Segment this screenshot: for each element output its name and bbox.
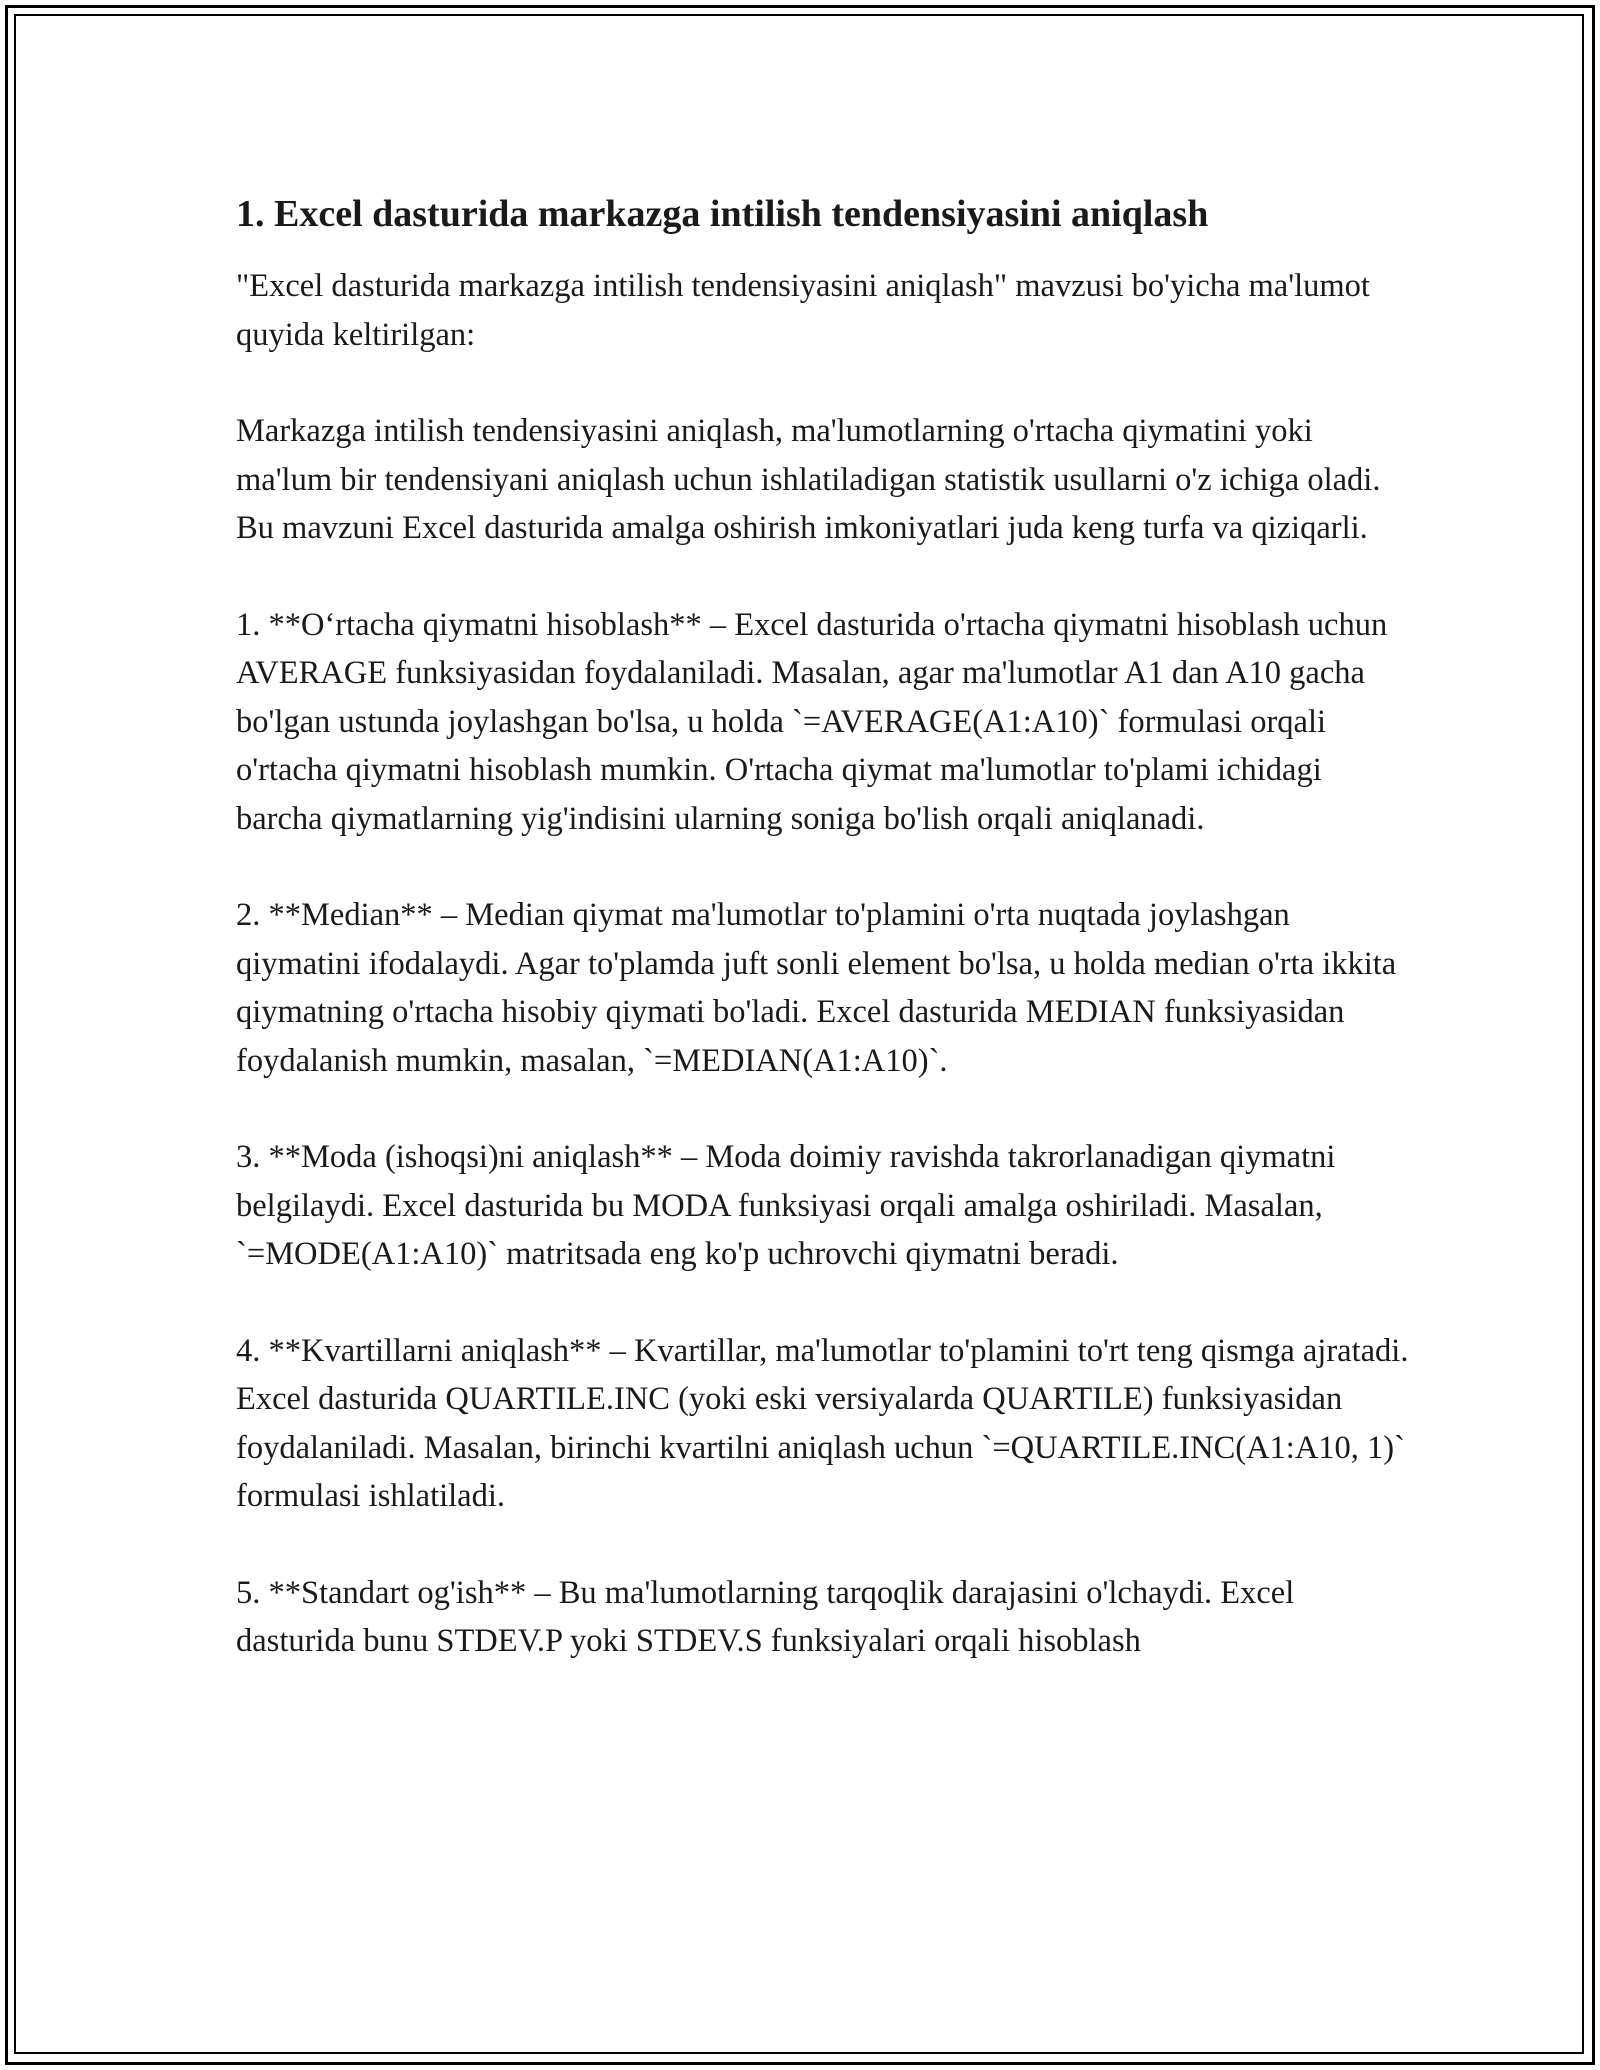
document-heading: 1. Excel dasturida markazga intilish tendensiyasini aniqlash (236, 193, 1209, 235)
list-item-average: 1. **O‘rtacha qiymatni hisoblash** – Excel dasturida o'rtacha qiymatni hisoblash uchun AVERAGE funksiyasidan foydalaniladi. Masalan, agar ma'lumotlar A1 dan A10 gacha bo'lgan ustunda joylashgan bo'lsa, u holda `=AVERAGE(A1:A10)` formulasi orqali o'rtacha qiymatni hisoblash mumkin. O'rtacha qiymat ma'lumotlar to'plami ichidagi barcha qiymatlarning yig'indisini ularning soniga bo'lish orqali aniqlanadi. (236, 606, 1388, 837)
list-item-quartile: 4. **Kvartillarni aniqlash** – Kvartillar, ma'lumotlar to'plamini to'rt teng qismga ajratadi. Excel dasturida QUARTILE.INC (yoki eski versiyalarda QUARTILE) funksiyasidan foydalaniladi. Masalan, birinchi kvartilni aniqlash uchun `=QUARTILE.INC(A1:A10, 1)` formulasi ishlatiladi. (236, 1332, 1409, 1514)
list-item-median: 2. **Median** – Median qiymat ma'lumotlar to'plamini o'rta nuqtada joylashgan qiymatini ifodalaydi. Agar to'plamda juft sonli element bo'lsa, u holda median o'rta ikkita qiymatning o'rtacha hisobiy qiymati bo'ladi. Excel dasturida MEDIAN funksiyasidan foydalanish mumkin, masalan, `=MEDIAN(A1:A10)`. (236, 897, 1397, 1079)
list-item-stdev: 5. **Standart og'ish** – Bu ma'lumotlarning tarqoqlik darajasini o'lchaydi. Excel dasturida bunu STDEV.P yoki STDEV.S funksiyalari orqali hisoblash (236, 1574, 1295, 1659)
overview-paragraph: Markazga intilish tendensiyasini aniqlash, ma'lumotlarning o'rtacha qiymatini yoki ma'lum bir tendensiyani aniqlash uchun ishlatiladigan statistik usullarni o'z ichiga oladi. Bu mavzuni Excel dasturida amalga oshirish imkoniyatlari juda keng turfa va qiziqarli. (236, 413, 1381, 546)
intro-paragraph: "Excel dasturida markazga intilish tendensiyasini aniqlash" mavzusi bo'yicha ma'lumot quyida keltirilgan: (236, 268, 1370, 353)
document-body (236, 184, 1416, 1714)
list-item-mode: 3. **Moda (ishoqsi)ni aniqlash** – Moda doimiy ravishda takrorlanadigan qiymatni belgilaydi. Excel dasturida bu MODA funksiyasi orqali amalga oshiriladi. Masalan, `=MODE(A1:A10)` matritsada eng ko'p uchrovchi qiymatni beradi. (236, 1139, 1336, 1272)
